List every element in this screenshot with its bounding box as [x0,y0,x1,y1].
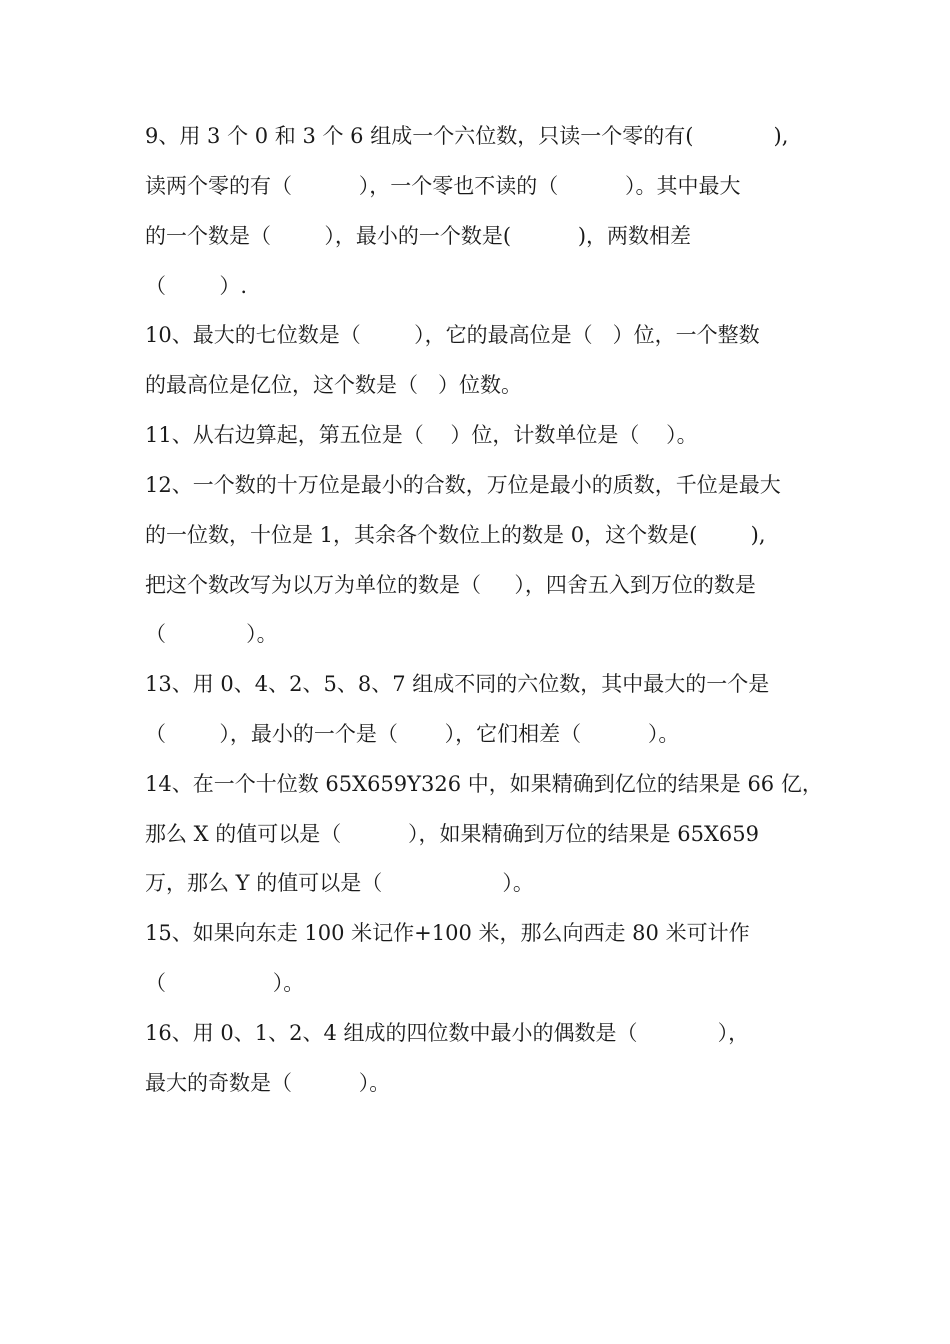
question-14-line-1: 14、在一个十位数 65X659Y326 中，如果精确到亿位的结果是 66 亿， [145,772,823,796]
question-15-line-1: 15、如果向东走 100 米记作+100 米，那么向西走 80 米可计作 [145,921,750,945]
question-10-line-2: 的最高位是亿位，这个数是（ ）位数。 [145,373,523,397]
question-15-line-2: （ ）。 [145,971,305,995]
question-9-line-3: 的一个数是（ ），最小的一个数是( )，两数相差 [145,224,692,248]
question-10-line-1: 10、最大的七位数是（ ），它的最高位是（ ）位，一个整数 [145,323,760,347]
question-12-line-3: 把这个数改写为以万为单位的数是（ ），四舍五入到万位的数是 [145,573,756,597]
question-14-line-2: 那么 X 的值可以是（ ），如果精确到万位的结果是 65X659 [145,822,759,846]
question-13-line-1: 13、用 0、4、2、5、8、7 组成不同的六位数，其中最大的一个是 [145,672,770,696]
question-9-line-1: 9、用 3 个 0 和 3 个 6 组成一个六位数，只读一个零的有( ), [145,124,789,148]
question-9-line-4: （ ）. [145,274,248,298]
question-16-line-1: 16、用 0、1、2、4 组成的四位数中最小的偶数是（ ）， [145,1021,750,1045]
question-12-line-2: 的一位数，十位是 1，其余各个数位上的数是 0，这个数是( ), [145,523,766,547]
question-11-line-1: 11、从右边算起，第五位是（ ）位，计数单位是（ ）。 [145,423,698,447]
question-13-line-2: （ ），最小的一个是（ ），它们相差（ ）。 [145,722,680,746]
question-16-line-2: 最大的奇数是（ ）。 [145,1071,391,1095]
question-12-line-4: （ ）。 [145,622,278,646]
question-9-line-2: 读两个零的有（ ），一个零也不读的（ ）。其中最大 [145,174,741,198]
question-14-line-3: 万，那么 Y 的值可以是（ ）。 [145,871,534,895]
question-12-line-1: 12、一个数的十万位是最小的合数，万位是最小的质数，千位是最大 [145,473,781,497]
